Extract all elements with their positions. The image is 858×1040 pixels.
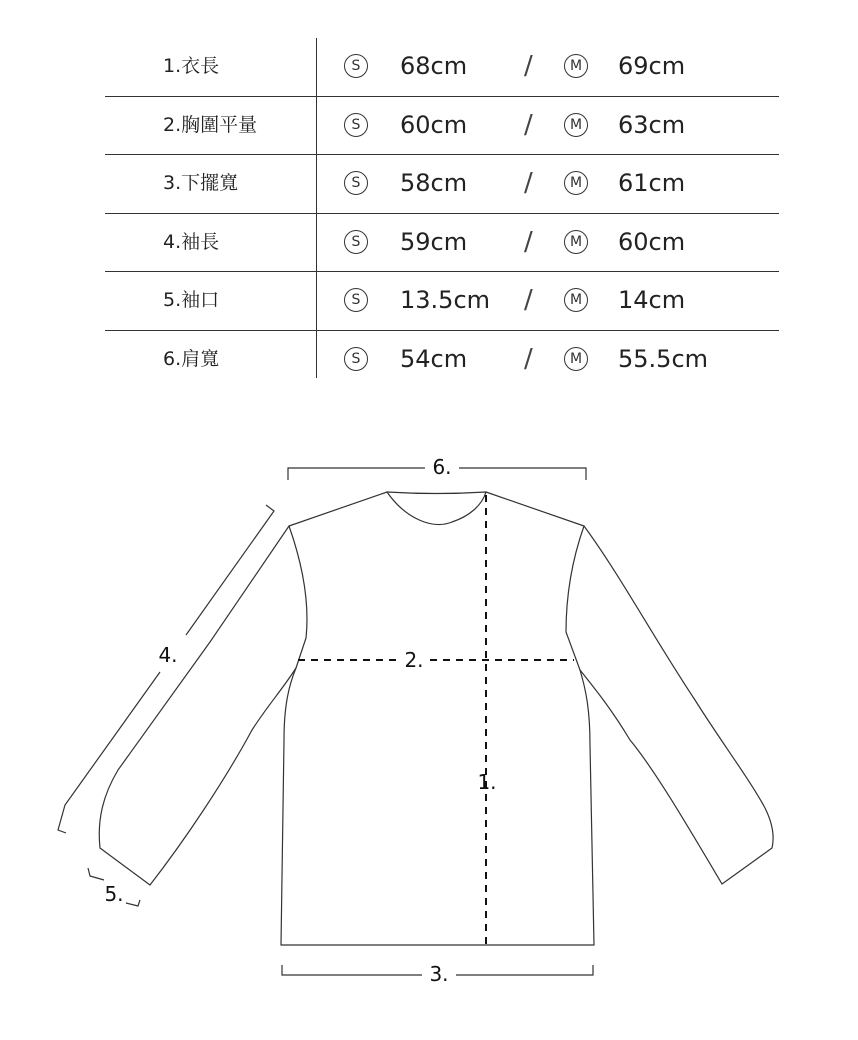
separator: / bbox=[524, 51, 533, 81]
size-m-badge: M bbox=[564, 347, 588, 371]
size-s-value: 60cm bbox=[400, 110, 468, 139]
size-s-value: 68cm bbox=[400, 52, 468, 80]
separator: / bbox=[524, 285, 533, 315]
size-s-value: 54cm bbox=[400, 344, 468, 373]
size-s-badge: S bbox=[344, 347, 368, 371]
separator: / bbox=[524, 226, 533, 257]
shirt-body-outline bbox=[281, 492, 594, 945]
size-s-value: 59cm bbox=[400, 227, 468, 256]
size-s-badge: S bbox=[344, 288, 368, 312]
separator: / bbox=[524, 109, 533, 140]
size-m-value: 55.5cm bbox=[618, 344, 709, 373]
measure-label: 6.肩寬 bbox=[163, 347, 220, 370]
cuff-label: 5. bbox=[104, 882, 124, 906]
separator: / bbox=[524, 168, 533, 198]
sleeve-length-bracket bbox=[58, 505, 274, 833]
size-s-badge: S bbox=[344, 230, 368, 254]
sleeve-length-label: 4. bbox=[158, 643, 178, 667]
size-s-value: 13.5cm bbox=[400, 286, 491, 314]
chest-label: 2. bbox=[404, 648, 424, 672]
size-m-value: 60cm bbox=[618, 227, 686, 256]
shirt-left-sleeve bbox=[99, 526, 296, 885]
size-s-badge: S bbox=[344, 54, 368, 78]
shirt-right-sleeve bbox=[580, 526, 773, 884]
size-m-value: 63cm bbox=[618, 110, 686, 139]
size-m-badge: M bbox=[564, 288, 588, 312]
measure-label: 4.袖長 bbox=[163, 230, 220, 253]
size-m-badge: M bbox=[564, 113, 588, 137]
size-m-value: 14cm bbox=[618, 286, 686, 314]
size-s-value: 58cm bbox=[400, 169, 468, 197]
size-s-badge: S bbox=[344, 171, 368, 195]
size-m-badge: M bbox=[564, 54, 588, 78]
size-m-badge: M bbox=[564, 230, 588, 254]
body-length-label: 1. bbox=[477, 770, 497, 794]
measure-label: 5.袖口 bbox=[163, 289, 220, 311]
measure-label: 2.胸圍平量 bbox=[163, 113, 258, 136]
size-s-badge: S bbox=[344, 113, 368, 137]
hem-label: 3. bbox=[429, 962, 449, 986]
shoulder-label: 6. bbox=[432, 455, 452, 479]
size-m-value: 61cm bbox=[618, 169, 686, 197]
measure-label: 3.下擺寬 bbox=[163, 172, 239, 194]
measure-label: 1.衣長 bbox=[163, 55, 220, 77]
separator: / bbox=[524, 343, 533, 374]
shirt-neckline bbox=[387, 492, 486, 524]
size-m-badge: M bbox=[564, 171, 588, 195]
size-m-value: 69cm bbox=[618, 52, 686, 80]
